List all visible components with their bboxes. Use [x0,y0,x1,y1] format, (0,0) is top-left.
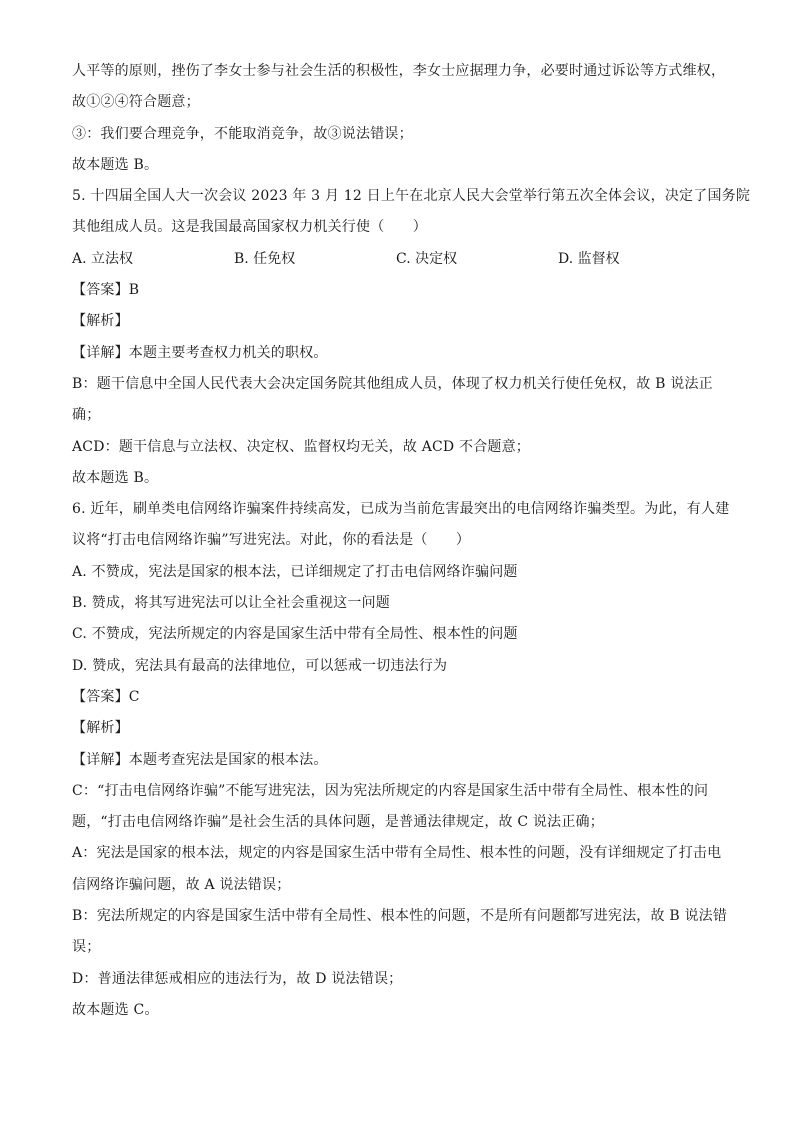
option-a: A. 不赞成，宪法是国家的根本法，已详细规定了打击电信网络诈骗问题 [72,563,518,580]
detail-line: 【详解】本题主要考查权力机关的职权。 [72,344,328,361]
question-5-stem: 其他组成人员。这是我国最高国家权力机关行使（ ） [72,219,427,236]
document-page [72,62,751,1032]
option-d: D. 监督权 [558,250,620,267]
detail-line: 确； [72,407,101,424]
question-6-stem: 6. 近年，刷单类电信网络诈骗案件持续高发，已成为当前危害最突出的电信网络诈骗类型。为此，有人建 [72,501,730,518]
option-c: C. 决定权 [396,250,458,267]
detail-line: B：题干信息中全国人民代表大会决定国务院其他组成人员，体现了权力机关行使任免权，故 B 说法正 [72,375,713,392]
analysis-label: 【解析】 [72,313,129,330]
detail-line: 题，“打击电信网络诈骗”是社会生活的具体问题，是普通法律规定，故 C 说法正确； [72,814,604,831]
question-5-stem: 5. 十四届全国人大一次会议 2023 年 3 月 12 日上午在北京人民大会堂举行第五次全体会议，决定了国务院 [72,188,751,205]
analysis-label: 【解析】 [72,720,129,737]
detail-line: 故本题选 C。 [72,1001,159,1018]
detail-line: 故本题选 B。 [72,469,159,486]
question-6-stem: 议将“打击电信网络诈骗”写进宪法。对此，你的看法是（ ） [72,532,471,549]
option-b: B. 任免权 [234,250,296,267]
option-c: C. 不赞成，宪法所规定的内容是国家生活中带有全局性、根本性的问题 [72,626,518,643]
option-a: A. 立法权 [72,250,134,267]
detail-line: C：“打击电信网络诈骗”不能写进宪法，因为宪法所规定的内容是国家生活中带有全局性、根本性的问 [72,782,709,799]
detail-line: 误； [72,939,101,956]
detail-line: A：宪法是国家的根本法，规定的内容是国家生活中带有全局性、根本性的问题，没有详细规定了打击电 [72,845,722,862]
text-line: 故本题选 B。 [72,156,159,173]
text-line: 故①②④符合题意； [72,94,200,111]
answer-label: 【答案】B [72,282,140,299]
text-line: 人平等的原则，挫伤了李女士参与社会生活的积极性，李女士应据理力争，必要时通过诉讼等方式维权， [72,63,726,79]
detail-line: 信网络诈骗问题，故 A 说法错误； [72,876,291,893]
detail-line: B：宪法所规定的内容是国家生活中带有全局性、根本性的问题，不是所有问题都写进宪法，故 B 说法错 [72,908,728,925]
question-5-options [72,250,724,268]
answer-label: 【答案】C [72,688,140,705]
detail-line: 【详解】本题考查宪法是国家的根本法。 [72,751,328,768]
detail-line: D：普通法律惩戒相应的违法行为，故 D 说法错误； [72,970,403,987]
detail-line: ACD：题干信息与立法权、决定权、监督权均无关，故 ACD 不合题意； [72,438,530,455]
text-line: ③：我们要合理竞争，不能取消竞争，故③说法错误； [72,125,413,142]
option-b: B. 赞成，将其写进宪法可以让全社会重视这一问题 [72,595,390,612]
option-d: D. 赞成，宪法具有最高的法律地位，可以惩戒一切违法行为 [72,657,448,674]
